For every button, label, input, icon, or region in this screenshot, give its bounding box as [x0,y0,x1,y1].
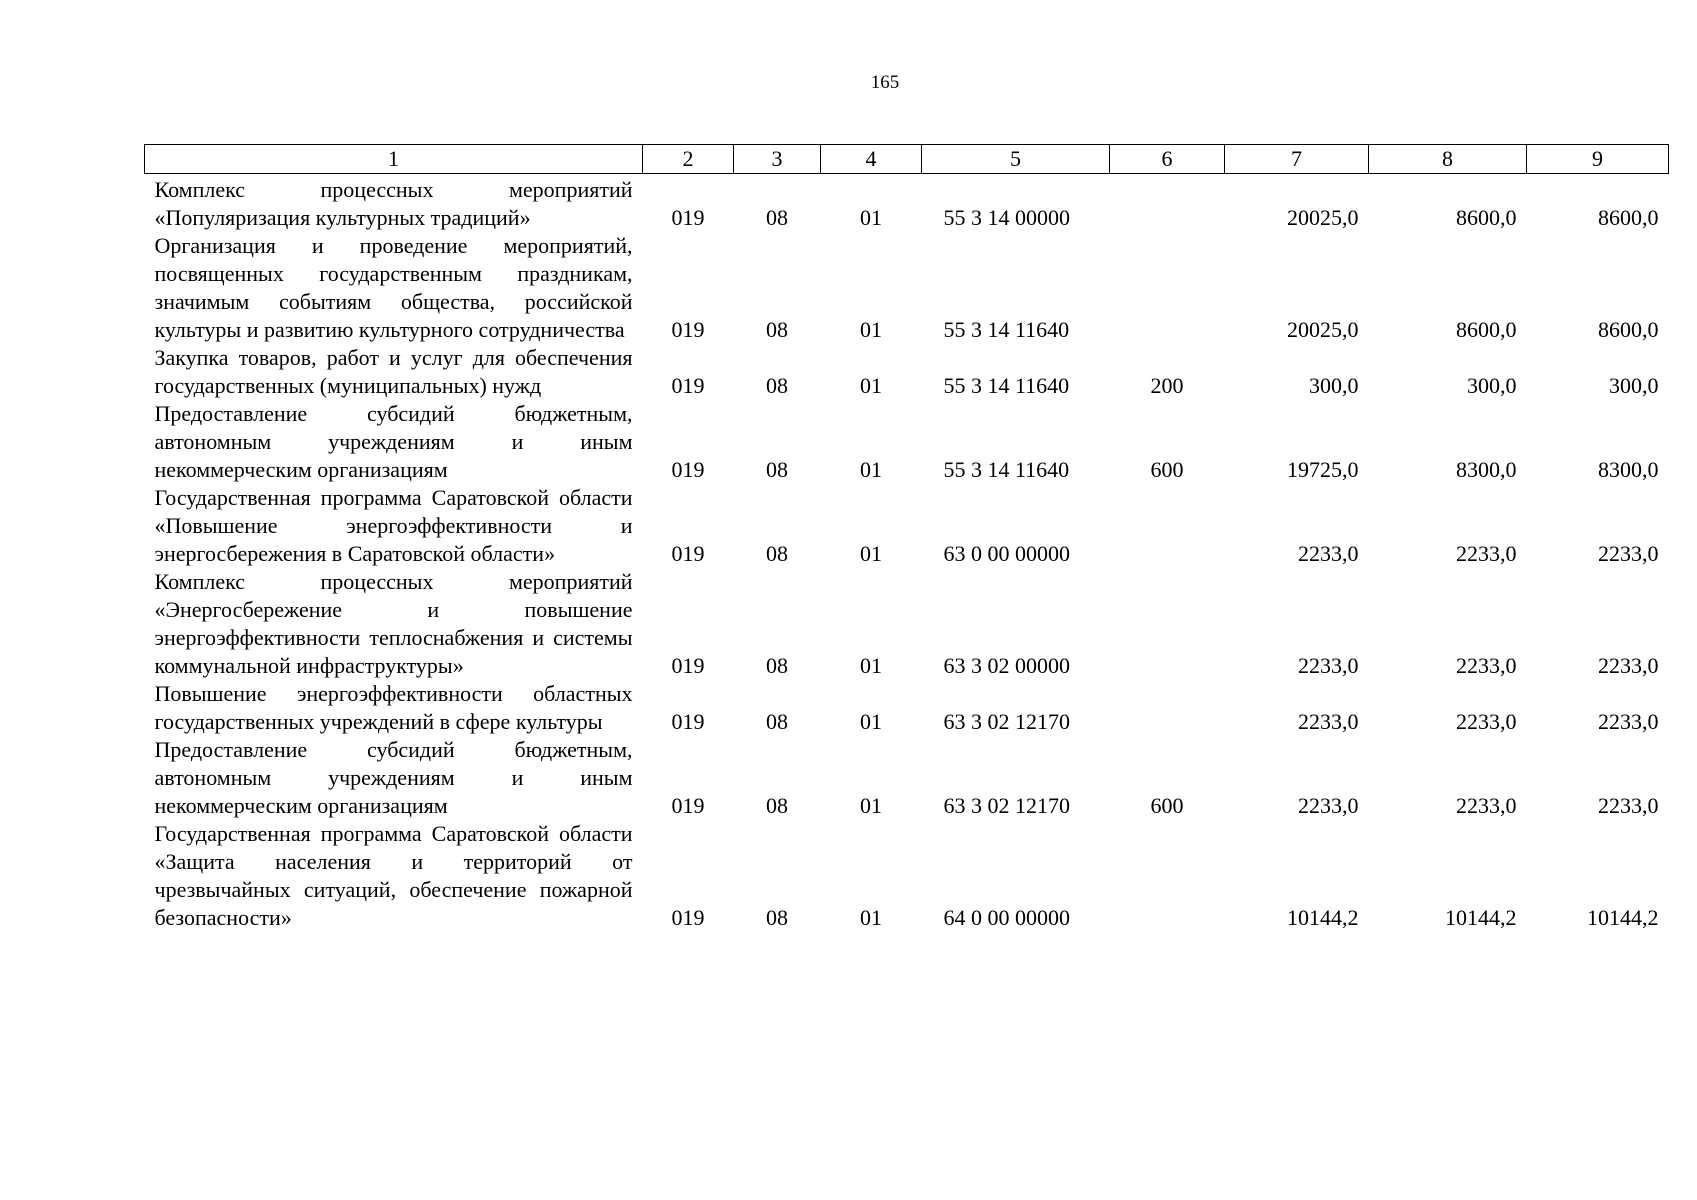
header-col-2: 2 [643,145,734,174]
cell-col-6 [1110,680,1225,736]
cell-col-9: 300,0 [1609,373,1659,398]
cell-col-7: 20025,0 [1287,205,1359,230]
table-row [145,680,1669,736]
cell-col-8: 300,0 [1467,373,1517,398]
cell-col-9: 8300,0 [1598,457,1659,482]
header-col-5: 5 [922,145,1110,174]
table-body [145,174,1669,933]
cell-name: Государственная программа Саратовской области «Повышение энергоэффективности и энергосбережения в Саратовской области» [154,485,633,566]
cell-col-7: 2233,0 [1298,541,1359,566]
cell-col-8: 10144,2 [1445,905,1517,930]
cell-name: Организация и проведение мероприятий, посвященных государственным праздникам, значимым событиям общества, российской культуры и развитию культурного сотрудничества [154,233,633,342]
cell-col-5: 55 3 14 11640 [943,373,1070,398]
cell-col-5: 63 3 02 00000 [943,653,1070,678]
cell-col-2: 019 [671,373,705,398]
cell-name: Комплекс процессных мероприятий «Популяризация культурных традиций» [154,177,633,230]
header-col-4: 4 [821,145,922,174]
table-row [145,820,1669,932]
cell-col-2: 019 [671,793,705,818]
page-number: 165 [870,72,900,93]
cell-col-3: 08 [766,653,788,678]
cell-col-6: 600 [1150,793,1184,818]
cell-col-8: 8600,0 [1456,317,1517,342]
cell-col-8: 8600,0 [1456,205,1517,230]
cell-col-3: 08 [766,205,788,230]
cell-col-4: 01 [860,373,882,398]
table-row [145,484,1669,568]
cell-col-5: 63 0 00 00000 [943,541,1070,566]
cell-col-5: 55 3 14 11640 [943,317,1070,342]
cell-col-5: 63 3 02 12170 [943,793,1070,818]
cell-name: Предоставление субсидий бюджетным, автономным учреждениям и иным некоммерческим организациям [154,737,633,818]
cell-col-2: 019 [671,205,705,230]
cell-col-9: 2233,0 [1598,653,1659,678]
table-header [145,145,1669,174]
cell-col-7: 20025,0 [1287,317,1359,342]
cell-col-8: 2233,0 [1456,653,1517,678]
cell-col-3: 08 [766,793,788,818]
cell-col-9: 10144,2 [1587,905,1659,930]
cell-col-8: 8300,0 [1456,457,1517,482]
cell-col-3: 08 [766,905,788,930]
cell-col-8: 2233,0 [1456,793,1517,818]
cell-col-2: 019 [671,317,705,342]
header-col-9: 9 [1527,145,1669,174]
header-col-1: 1 [145,145,643,174]
table-row [145,400,1669,484]
cell-col-7: 300,0 [1309,373,1359,398]
cell-name: Закупка товаров, работ и услуг для обеспечения государственных (муниципальных) нужд [154,345,633,398]
cell-col-2: 019 [671,905,705,930]
cell-col-2: 019 [671,709,705,734]
cell-col-4: 01 [860,653,882,678]
cell-col-6 [1110,568,1225,680]
cell-name: Комплекс процессных мероприятий «Энергосбережение и повышение энергоэффективности теплоснабжения и системы коммунальной инфраструктуры» [154,569,633,678]
table-row [145,232,1669,344]
cell-name: Повышение энергоэффективности областных государственных учреждений в сфере культуры [154,681,633,734]
cell-col-8: 2233,0 [1456,709,1517,734]
cell-col-3: 08 [766,709,788,734]
cell-col-6: 600 [1150,457,1184,482]
cell-col-4: 01 [860,709,882,734]
cell-col-2: 019 [671,457,705,482]
cell-col-7: 2233,0 [1298,653,1359,678]
cell-col-9: 2233,0 [1598,709,1659,734]
table-row [145,174,1669,233]
cell-col-3: 08 [766,457,788,482]
cell-col-9: 2233,0 [1598,793,1659,818]
cell-col-5: 64 0 00 00000 [943,905,1070,930]
cell-col-6: 200 [1150,373,1184,398]
table-row [145,736,1669,820]
cell-col-5: 55 3 14 11640 [943,457,1070,482]
cell-col-3: 08 [766,317,788,342]
cell-col-9: 2233,0 [1598,541,1659,566]
table-row [145,344,1669,400]
header-col-7: 7 [1225,145,1369,174]
header-col-3: 3 [734,145,821,174]
cell-col-4: 01 [860,793,882,818]
table-row [145,568,1669,680]
cell-col-6 [1110,174,1225,233]
cell-col-4: 01 [860,205,882,230]
cell-col-6 [1110,232,1225,344]
cell-name: Предоставление субсидий бюджетным, автономным учреждениям и иным некоммерческим организациям [154,401,633,482]
cell-col-7: 10144,2 [1287,905,1359,930]
cell-col-4: 01 [860,541,882,566]
cell-col-7: 19725,0 [1287,457,1359,482]
cell-col-4: 01 [860,317,882,342]
cell-col-6 [1110,820,1225,932]
header-col-6: 6 [1110,145,1225,174]
cell-col-9: 8600,0 [1598,317,1659,342]
cell-col-2: 019 [671,653,705,678]
cell-col-2: 019 [671,541,705,566]
cell-name: Государственная программа Саратовской области «Защита населения и территорий от чрезвычайных ситуаций, обеспечение пожарной безопасности» [154,821,633,930]
cell-col-5: 55 3 14 00000 [943,205,1070,230]
cell-col-4: 01 [860,905,882,930]
cell-col-3: 08 [766,373,788,398]
cell-col-7: 2233,0 [1298,793,1359,818]
cell-col-5: 63 3 02 12170 [943,709,1070,734]
header-row [145,145,1669,174]
budget-table [144,144,1669,932]
cell-col-7: 2233,0 [1298,709,1359,734]
cell-col-3: 08 [766,541,788,566]
cell-col-8: 2233,0 [1456,541,1517,566]
cell-col-4: 01 [860,457,882,482]
header-col-8: 8 [1369,145,1527,174]
cell-col-6 [1110,484,1225,568]
cell-col-9: 8600,0 [1598,205,1659,230]
